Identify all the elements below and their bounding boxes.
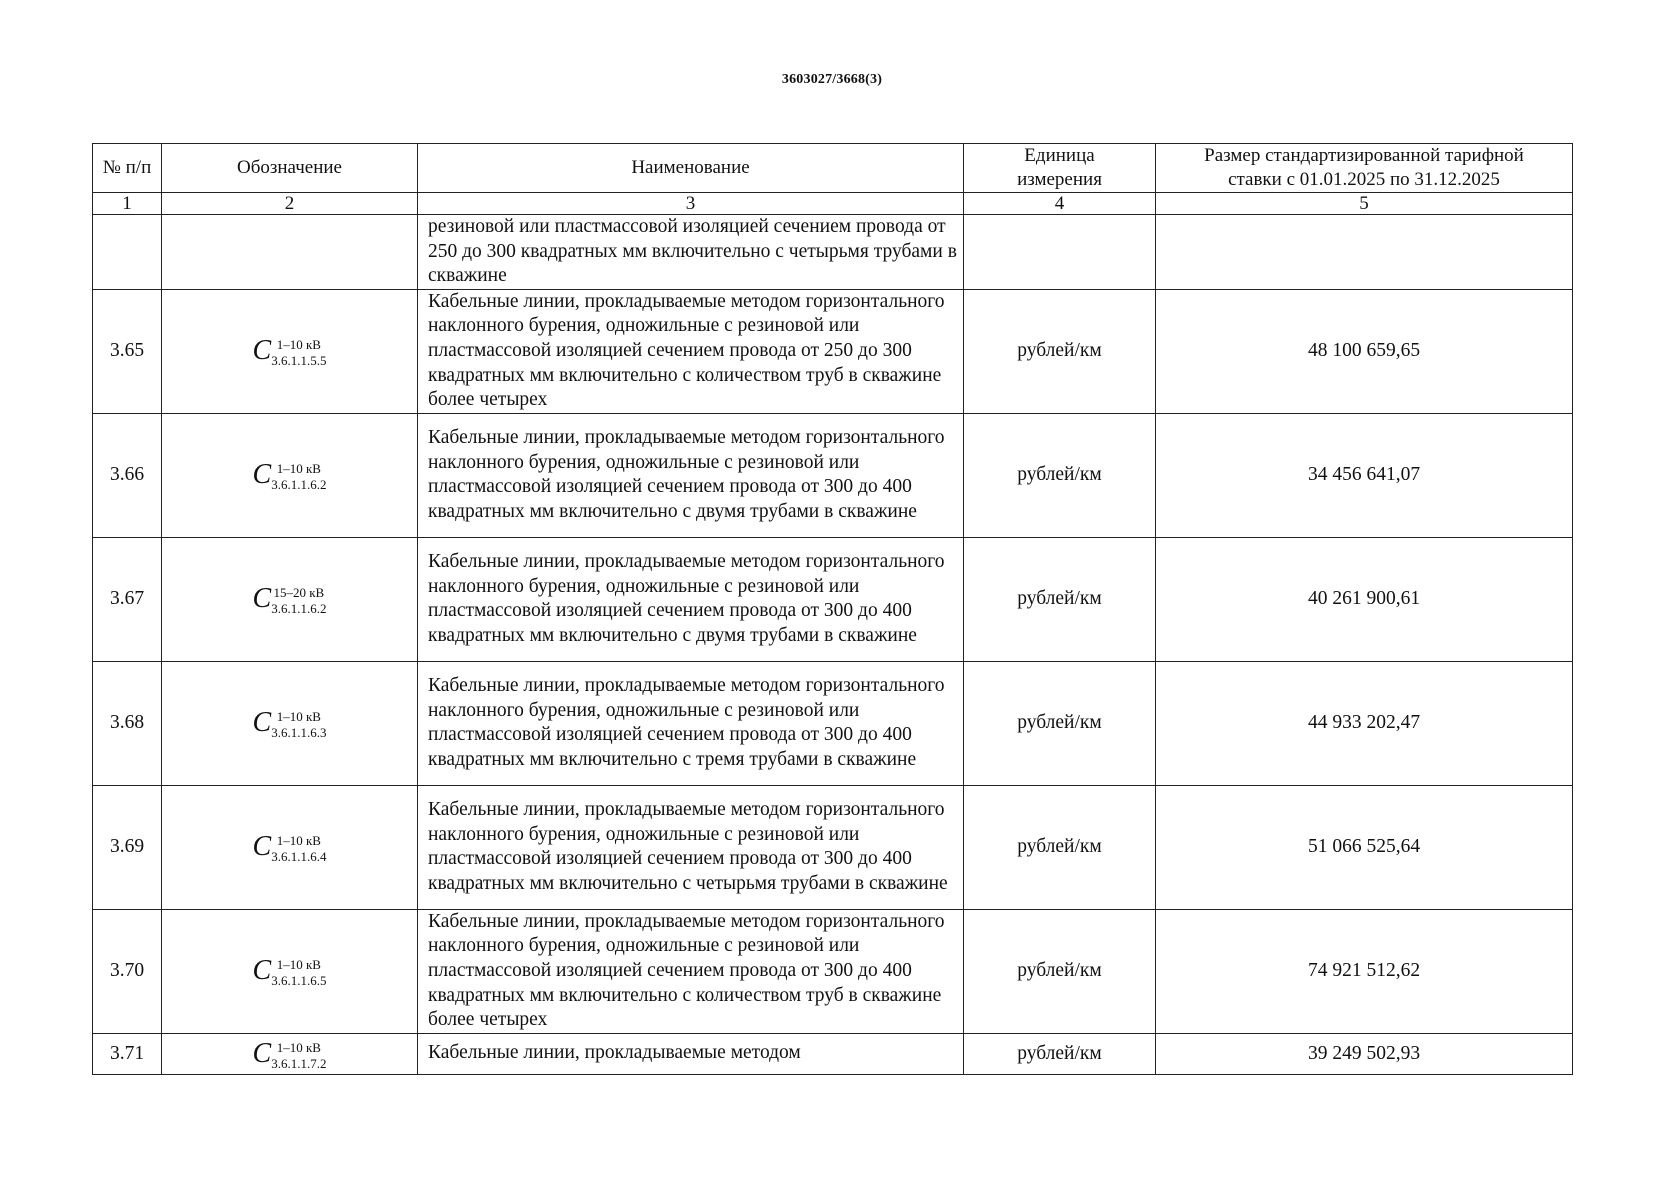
row-value xyxy=(1156,215,1573,290)
row-value: 39 249 502,93 xyxy=(1156,1033,1573,1074)
symbol-superscript: 1–10 кВ xyxy=(276,337,321,353)
header-name: Наименование xyxy=(418,144,964,193)
row-name: Кабельные линии, прокладываемые методом xyxy=(418,1033,964,1074)
table-row xyxy=(93,1033,1573,1074)
header-rate: Размер стандартизированной тарифной ставки с 01.01.2025 по 31.12.2025 xyxy=(1156,144,1573,193)
column-number: 5 xyxy=(1156,193,1573,215)
symbol-base: C xyxy=(252,335,272,367)
row-symbol xyxy=(162,215,418,290)
row-number: 3.66 xyxy=(93,413,162,537)
symbol-base: C xyxy=(252,831,272,863)
table-header-row xyxy=(93,144,1573,193)
symbol-base: C xyxy=(252,1037,272,1069)
row-name: Кабельные линии, прокладываемые методом горизонтального наклонного бурения, одножильные с резиновой или пластмассовой изоляцией сечением провода от 300 до 400 квадратных мм включительно с тремя трубами в скважине xyxy=(418,661,964,785)
row-number: 3.67 xyxy=(93,537,162,661)
column-number: 2 xyxy=(162,193,418,215)
symbol-base: C xyxy=(252,707,272,739)
row-symbol xyxy=(162,537,418,661)
header-symbol: Обозначение xyxy=(162,144,418,193)
table-row xyxy=(93,215,1573,290)
table-row xyxy=(93,661,1573,785)
row-number: 3.71 xyxy=(93,1033,162,1074)
symbol-base: C xyxy=(252,459,272,491)
column-number: 3 xyxy=(418,193,964,215)
row-unit: рублей/км xyxy=(964,785,1156,909)
row-name: резиновой или пластмассовой изоляцией сечением провода от 250 до 300 квадратных мм включительно с четырьмя трубами в скважине xyxy=(418,215,964,290)
symbol-base: C xyxy=(252,583,272,615)
column-number: 1 xyxy=(93,193,162,215)
symbol-subscript: 3.6.1.1.5.5 xyxy=(271,353,327,369)
column-number: 4 xyxy=(964,193,1156,215)
row-unit: рублей/км xyxy=(964,1033,1156,1074)
table-row xyxy=(93,909,1573,1033)
row-name: Кабельные линии, прокладываемые методом горизонтального наклонного бурения, одножильные с резиновой или пластмассовой изоляцией сечением провода от 300 до 400 квадратных мм включительно с двумя трубами в скважине xyxy=(418,537,964,661)
symbol-superscript: 1–10 кВ xyxy=(276,833,321,849)
row-value: 34 456 641,07 xyxy=(1156,413,1573,537)
row-symbol xyxy=(162,661,418,785)
row-unit: рублей/км xyxy=(964,413,1156,537)
symbol-superscript: 1–10 кВ xyxy=(276,461,321,477)
row-unit xyxy=(964,215,1156,290)
row-unit: рублей/км xyxy=(964,909,1156,1033)
tariff-table xyxy=(92,143,1573,1075)
row-symbol xyxy=(162,1033,418,1074)
symbol-subscript: 3.6.1.1.6.3 xyxy=(271,725,327,741)
symbol-subscript: 3.6.1.1.7.2 xyxy=(271,1055,327,1071)
symbol-base: C xyxy=(252,955,272,987)
row-symbol xyxy=(162,413,418,537)
row-number xyxy=(93,215,162,290)
header-number: № п/п xyxy=(93,144,162,193)
row-name: Кабельные линии, прокладываемые методом горизонтального наклонного бурения, одножильные с резиновой или пластмассовой изоляцией сечением провода от 300 до 400 квадратных мм включительно с двумя трубами в скважине xyxy=(418,413,964,537)
symbol-subscript: 3.6.1.1.6.2 xyxy=(271,477,327,493)
row-value: 74 921 512,62 xyxy=(1156,909,1573,1033)
row-value: 51 066 525,64 xyxy=(1156,785,1573,909)
symbol-superscript: 1–10 кВ xyxy=(276,709,321,725)
row-symbol xyxy=(162,289,418,413)
document-number: 3603027/3668(3) xyxy=(781,72,883,87)
symbol-subscript: 3.6.1.1.6.4 xyxy=(271,849,327,865)
row-number: 3.65 xyxy=(93,289,162,413)
table-row xyxy=(93,537,1573,661)
row-symbol xyxy=(162,909,418,1033)
row-number: 3.69 xyxy=(93,785,162,909)
row-number: 3.70 xyxy=(93,909,162,1033)
header-unit: Единица измерения xyxy=(964,144,1156,193)
row-value: 40 261 900,61 xyxy=(1156,537,1573,661)
symbol-subscript: 3.6.1.1.6.2 xyxy=(271,601,327,617)
table-row xyxy=(93,413,1573,537)
row-name: Кабельные линии, прокладываемые методом горизонтального наклонного бурения, одножильные с резиновой или пластмассовой изоляцией сечением провода от 250 до 300 квадратных мм включительно с количеством труб в скважине более четырех xyxy=(418,289,964,413)
row-value: 44 933 202,47 xyxy=(1156,661,1573,785)
symbol-superscript: 1–10 кВ xyxy=(276,1039,321,1055)
table-row xyxy=(93,785,1573,909)
row-symbol xyxy=(162,785,418,909)
table-row xyxy=(93,289,1573,413)
symbol-superscript: 1–10 кВ xyxy=(276,957,321,973)
row-name: Кабельные линии, прокладываемые методом горизонтального наклонного бурения, одножильные с резиновой или пластмассовой изоляцией сечением провода от 300 до 400 квадратных мм включительно с четырьмя трубами в скважине xyxy=(418,785,964,909)
row-unit: рублей/км xyxy=(964,661,1156,785)
column-numbers-row xyxy=(93,193,1573,215)
row-unit: рублей/км xyxy=(964,537,1156,661)
row-name: Кабельные линии, прокладываемые методом горизонтального наклонного бурения, одножильные с резиновой или пластмассовой изоляцией сечением провода от 300 до 400 квадратных мм включительно с количеством труб в скважине более четырех xyxy=(418,909,964,1033)
row-unit: рублей/км xyxy=(964,289,1156,413)
symbol-superscript: 15–20 кВ xyxy=(273,585,325,601)
row-value: 48 100 659,65 xyxy=(1156,289,1573,413)
symbol-subscript: 3.6.1.1.6.5 xyxy=(271,973,327,989)
row-number: 3.68 xyxy=(93,661,162,785)
